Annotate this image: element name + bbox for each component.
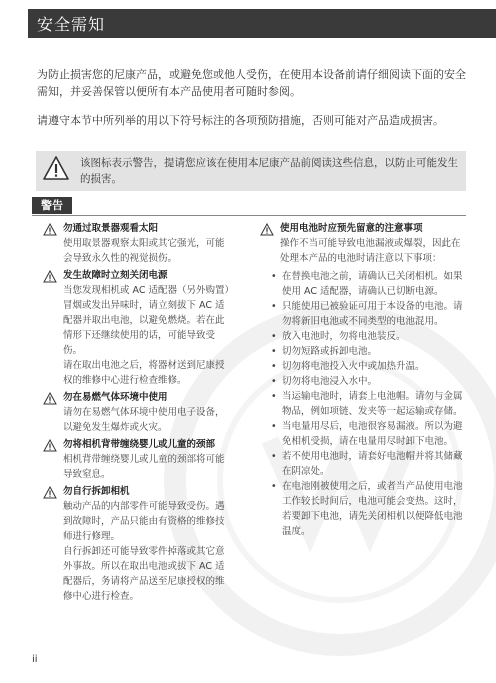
intro-paragraph-2: 请遵守本节中所列举的用以下符号标注的各项预防措施，否则可能对产品造成损害。	[37, 114, 444, 127]
battery-precautions-list	[270, 269, 466, 539]
warning-triangle-icon	[260, 223, 274, 236]
warning-section-header	[32, 197, 466, 216]
warning-item-title: 勿在易燃气体环境中使用	[63, 392, 168, 403]
list-item: • 切勿将电池浸入水中。	[270, 374, 466, 389]
list-item: • 若不使用电池时，请套好电池帽并将其储藏在阴凉处。	[270, 449, 466, 479]
warning-item	[35, 485, 231, 604]
warning-triangle-icon	[43, 486, 57, 499]
warning-item-text: 请勿在易燃气体环境中使用电子设备，以避免发生爆炸或火灾。	[63, 407, 225, 433]
warning-item-text: 请在取出电池之后，将器材送到尼康授权的维修中心进行检查维修。	[63, 360, 225, 386]
warning-item-text: 当您发现相机或 AC 适配器（另外购置）冒烟或发出异味时，请立刻拔下 AC 适配器并取出电池，以避免燃烧。若在此情形下还继续使用的话，可能导致受伤。	[63, 285, 230, 356]
notice-text: 该图标表示警告，提请您应该在使用本尼康产品前阅读这些信息，以防止可能发生的损害。	[80, 157, 458, 185]
warning-item-text: 操作不当可能导致电池漏液或爆裂，因此在处理本产品的电池时请注意以下事项：	[280, 238, 461, 264]
list-item: • 在替换电池之前，请确认已关闭相机。如果使用 AC 适配器，请确认已切断电源。	[270, 269, 466, 299]
intro-paragraph-1: 为防止损害您的尼康产品，或避免您或他人受伤，在使用本设备前请仔细阅读下面的安全需知，并妥善保管以便所有本产品使用者可随时参阅。	[37, 68, 466, 98]
warning-item-text: 触动产品的内部零件可能导致受伤。遇到故障时，产品只能由有资格的维修技师进行修理。	[63, 501, 225, 542]
warning-triangle-icon	[43, 392, 57, 405]
warning-item-title: 发生故障时立刻关闭电源	[63, 270, 168, 281]
warning-item-title: 使用电池时应预先留意的注意事项	[280, 223, 423, 234]
warning-item-title: 勿通过取景器观看太阳	[63, 223, 159, 234]
warning-item	[35, 222, 231, 266]
list-item: • 当电量用尽后，电池很容易漏液。所以为避免相机受损，请在电量用尽时卸下电池。	[270, 419, 466, 449]
list-item: • 在电池刚被使用之后，或者当产品使用电池工作较长时间后，电池可能会变热。这时，若要卸下电池，请先关闭相机以便降低电池温度。	[270, 479, 466, 539]
warning-item	[35, 391, 231, 435]
list-item: • 当运输电池时，请套上电池帽。请勿与金属物品，例如项链、发夹等一起运输或存储。	[270, 389, 466, 419]
warning-item-title: 勿将相机背带缠绕婴儿或儿童的颈部	[63, 439, 216, 450]
warning-triangle-icon	[43, 270, 57, 283]
page-number: ii	[32, 654, 38, 665]
warning-label: 警告	[32, 197, 72, 214]
warning-item-text: 使用取景器观察太阳或其它强光，可能会导致永久性的视觉损伤。	[63, 238, 225, 264]
warning-item-text: 相机背带缠绕婴儿或儿童的颈部将可能导致窒息。	[63, 454, 225, 480]
warning-triangle-icon	[42, 155, 70, 181]
warning-item	[35, 438, 231, 482]
warning-triangle-icon	[43, 223, 57, 236]
right-column	[252, 222, 466, 539]
warning-notice-box	[36, 151, 466, 191]
warning-item	[252, 222, 466, 266]
page-title: 安全需知	[37, 15, 106, 34]
list-item: • 切勿将电池投入火中或加热升温。	[270, 359, 466, 374]
warning-item-text: 自行拆卸还可能导致零件掉落或其它意外事故。所以在取出电池或拔下 AC 适配器后，务请将产品送至尼康授权的维修中心进行检查。	[63, 546, 225, 602]
warning-item	[35, 269, 231, 388]
page-header	[28, 9, 496, 38]
list-item: • 放入电池时，勿将电池装反。	[270, 329, 466, 344]
warning-triangle-icon	[43, 439, 57, 452]
warning-item-title: 勿自行拆卸相机	[63, 486, 130, 497]
list-item: • 切勿短路或拆卸电池。	[270, 344, 466, 359]
list-item: • 只能使用已被验证可用于本设备的电池。请勿将新旧电池或不同类型的电池混用。	[270, 299, 466, 329]
left-column	[35, 222, 231, 607]
